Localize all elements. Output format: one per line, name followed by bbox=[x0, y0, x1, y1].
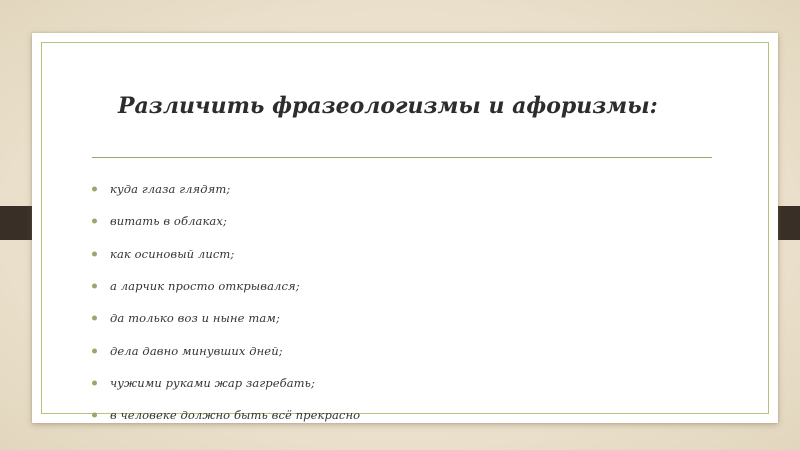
bullet-icon bbox=[92, 316, 97, 321]
bullet-icon bbox=[92, 251, 97, 256]
list-item-text: витать в облаках; bbox=[110, 214, 227, 229]
list-item-text: дела давно минувших дней; bbox=[110, 343, 283, 358]
list-item bbox=[92, 334, 360, 366]
list-item bbox=[92, 270, 360, 302]
slide-title: Различить фразеологизмы и афоризмы: bbox=[118, 93, 658, 119]
list-item-text: в человеке должно быть всё прекрасно bbox=[110, 408, 361, 423]
list-item-text: куда глаза глядят; bbox=[110, 182, 231, 197]
bullet-icon bbox=[92, 219, 97, 224]
bullet-icon bbox=[92, 348, 97, 353]
bullet-icon bbox=[92, 284, 97, 289]
list-item bbox=[92, 238, 360, 270]
list-item-text: чужими руками жар загребать; bbox=[110, 375, 316, 390]
list-item-text: как осиновый лист; bbox=[110, 246, 235, 261]
list-item-text: а ларчик просто открывался; bbox=[110, 279, 300, 294]
bullet-icon bbox=[92, 413, 97, 418]
bullet-list bbox=[92, 173, 360, 431]
slide-card bbox=[32, 33, 778, 423]
list-item bbox=[92, 205, 360, 237]
list-item bbox=[92, 302, 360, 334]
list-item bbox=[92, 173, 360, 205]
title-divider bbox=[92, 157, 712, 158]
list-item bbox=[92, 399, 360, 431]
list-item-text: да только воз и ныне там; bbox=[110, 311, 280, 326]
bullet-icon bbox=[92, 380, 97, 385]
bullet-icon bbox=[92, 187, 97, 192]
list-item bbox=[92, 367, 360, 399]
